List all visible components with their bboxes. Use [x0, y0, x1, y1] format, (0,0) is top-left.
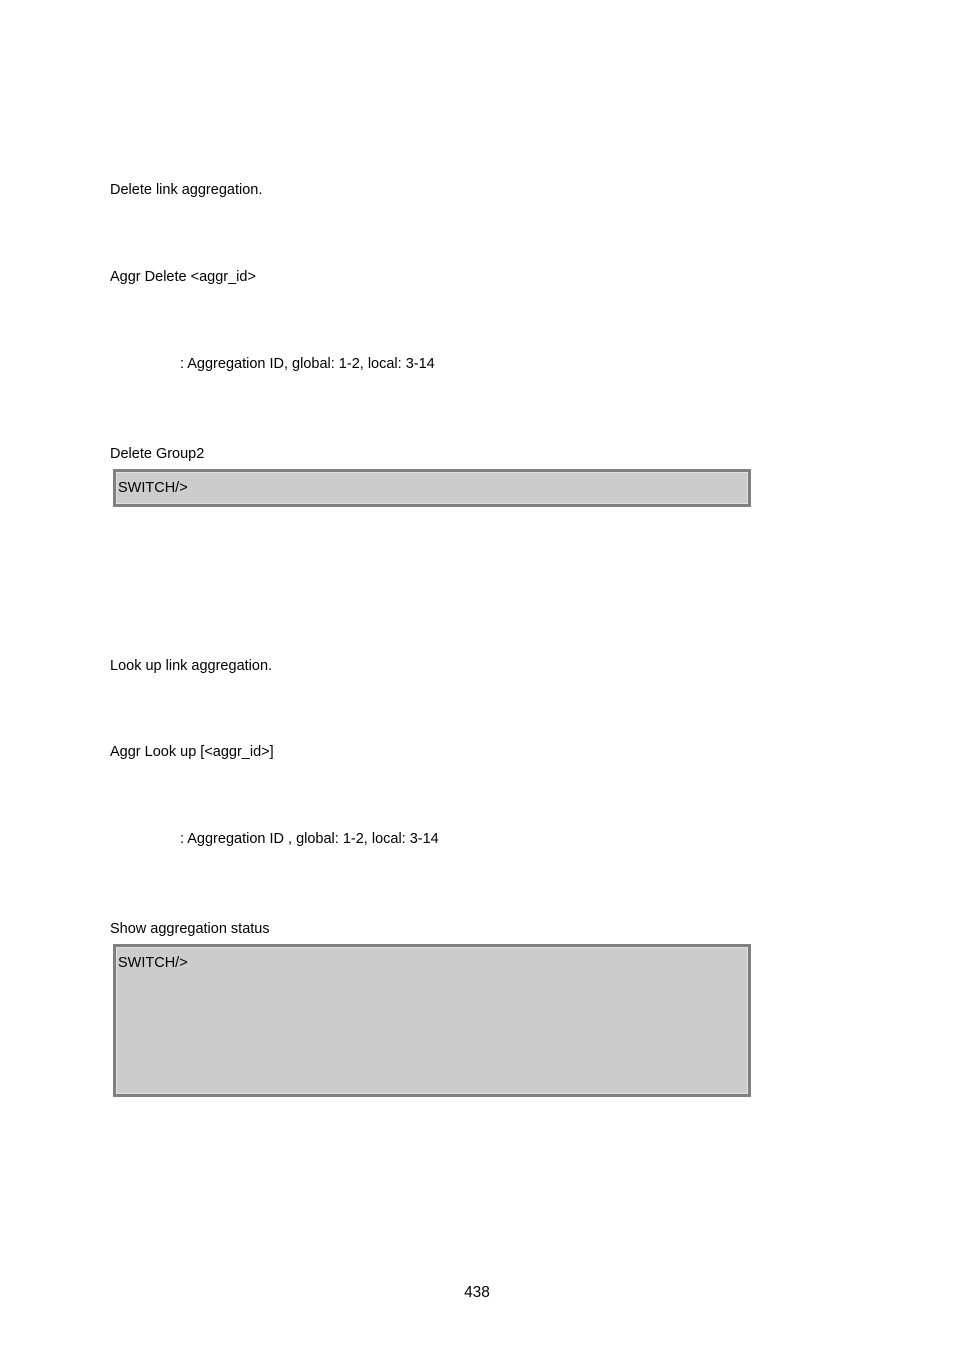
console-prompt: SWITCH/>: [118, 480, 188, 496]
lookup-description: Look up link aggregation.: [110, 658, 273, 674]
delete-console-box: [113, 469, 751, 507]
lookup-parameter-description: : Aggregation ID , global: 1-2, local: 3-14: [180, 831, 439, 847]
lookup-console-box: [113, 944, 751, 1097]
delete-example-label: Delete Group2: [110, 446, 205, 462]
page-number: 438: [464, 1284, 490, 1301]
delete-syntax: Aggr Delete <aggr_id>: [110, 269, 256, 285]
delete-description: Delete link aggregation.: [110, 182, 263, 198]
delete-parameter-description: : Aggregation ID, global: 1-2, local: 3-14: [180, 356, 435, 372]
console-prompt: SWITCH/>: [118, 955, 188, 971]
lookup-example-label: Show aggregation status: [110, 921, 270, 937]
lookup-syntax: Aggr Look up [<aggr_id>]: [110, 744, 274, 760]
